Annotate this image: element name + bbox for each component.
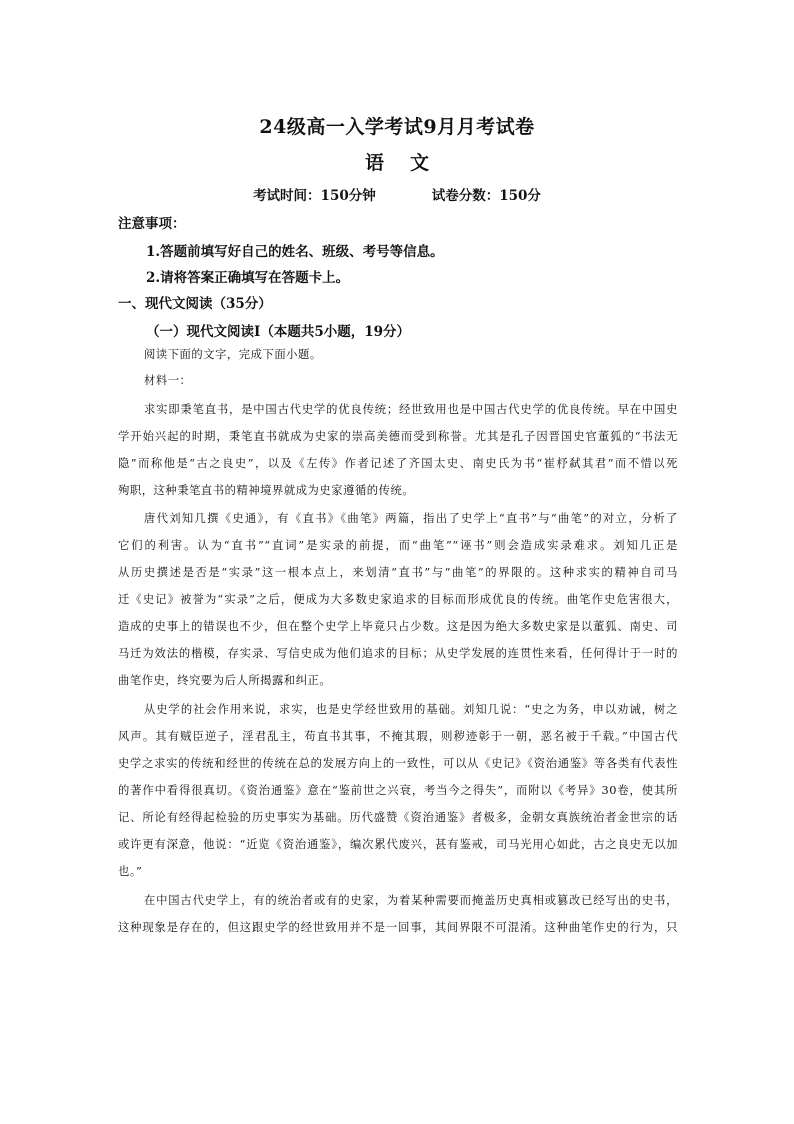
paragraph-1-line-3: 隐”而称他是“古之良史”，以及《左传》作者记述了齐国太史、南史氏为书“崔杼弑其君”而不惜以死 <box>118 457 678 470</box>
paragraph-2-line-2: 它们的利害。认为“直书”“直词”是实录的前提，而“曲笔”“诬书”则会造成实录难求。刘知几正是 <box>118 539 678 552</box>
paragraph-2-line-3: 从历史撰述是否是“实录”这一根本点上，来划清“直书”与“曲笔”的界限的。这种求实的精神自司马 <box>118 566 678 579</box>
exam-time: 考试时间：150分钟 <box>253 188 376 204</box>
paragraph-3-line-7: 也。” <box>118 865 143 878</box>
paragraph-2-line-4: 迁《史记》被誉为“实录”之后，便成为大多数史家追求的目标而形成优良的传统。曲笔作史危害很大， <box>118 593 678 606</box>
subject-char-2: 文 <box>410 152 430 174</box>
notice-heading: 注意事项： <box>118 216 186 232</box>
paragraph-3-line-3: 史学之求实的传统和经世的传统在总的发展方向上的一致性，可以从《史记》《资治通鉴》等各类有代表性 <box>118 757 678 770</box>
material-label: 材料一： <box>144 374 192 387</box>
paragraph-1-line-4: 殉职，这种秉笔直书的精神境界就成为史家遵循的传统。 <box>118 484 415 497</box>
notice-item-2: 2.请将答案正确填写在答题卡上。 <box>146 270 350 286</box>
subsection-title: （一）现代文阅读Ⅰ（本题共5小题，19分） <box>146 324 410 340</box>
subject-char-1: 语 <box>364 152 384 174</box>
exam-score: 试卷分数：150分 <box>431 188 541 204</box>
exam-title: 24级高一入学考试9月月考试卷 <box>259 116 535 138</box>
paragraph-1-line-1: 求实即秉笔直书，是中国古代史学的优良传统；经世致用也是中国古代史学的优良传统。早在中国史 <box>144 403 678 416</box>
paragraph-3-line-6: 或许更有深意，他说：“近览《资治通鉴》，编次累代废兴，甚有鉴戒，司马光用心如此，古之良史无以加 <box>118 838 678 851</box>
section-title: 一、现代文阅读（35分） <box>118 296 272 312</box>
paragraph-2-line-1: 唐代刘知几撰《史通》，有《直书》《曲笔》两篇，指出了史学上“直书”与“曲笔”的对立，分析了 <box>144 512 678 525</box>
paragraph-1-line-2: 学开始兴起的时期，秉笔直书就成为史家的崇高美德而受到称誉。尤其是孔子因晋国史官董狐的“书法无 <box>118 430 678 443</box>
paragraph-2-line-7: 曲笔作史，终究要为后人所揭露和纠正。 <box>118 674 332 687</box>
paragraph-3-line-4: 的著作中看得很真切。《资治通鉴》意在“鉴前世之兴衰，考当今之得失”，而附以《考异》30卷，使其所 <box>118 784 678 797</box>
paragraph-3-line-2: 风声。其有贼臣逆子，淫君乱主，苟直书其事，不掩其瑕，则秽迹彰于一朝，恶名被于千载。”中国古代 <box>118 730 678 743</box>
notice-item-1: 1.答题前填写好自己的姓名、班级、考号等信息。 <box>146 244 444 260</box>
exam-info <box>0 184 794 204</box>
paragraph-2-line-6: 马迁为效法的楷模，存实录、写信史成为他们追求的目标；从史学发展的连贯性来看，任何得计于一时的 <box>118 647 678 660</box>
paragraph-3-line-5: 记、所论有经得起检验的历史事实为基础。历代盛赞《资治通鉴》者极多，金朝女真族统治者金世宗的话 <box>118 811 678 824</box>
paragraph-3-line-1: 从史学的社会作用来说，求实，也是史学经世致用的基础。刘知几说：“史之为务，申以劝诫，树之 <box>144 703 678 716</box>
paragraph-4-line-1: 在中国古代史学上，有的统治者或有的史家，为着某种需要而掩盖历史真相或篡改已经写出的史书， <box>144 894 678 907</box>
paragraph-2-line-5: 造成的史事上的错误也不少，但在整个史学上毕竟只占少数。这是因为绝大多数史家是以董狐、南史、司 <box>118 620 678 633</box>
paragraph-4-line-2: 这种现象是存在的，但这跟史学的经世致用并不是一回事，其间界限不可混淆。这种曲笔作史的行为，只 <box>118 921 678 934</box>
reading-instruction: 阅读下面的文字，完成下面小题。 <box>144 348 322 361</box>
subject-name <box>0 148 794 175</box>
